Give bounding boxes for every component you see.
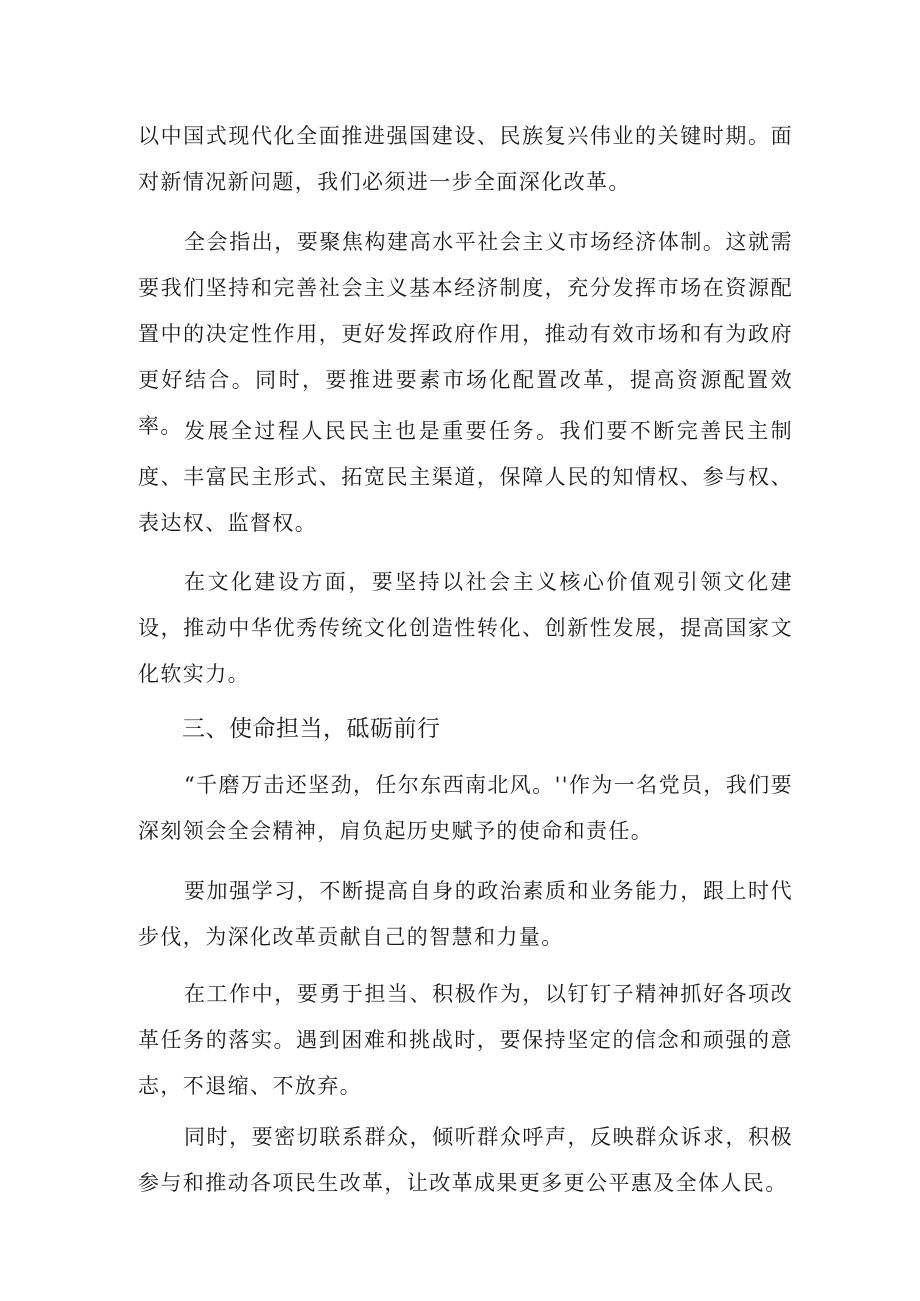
paragraph-study: 要加强学习，不断提高自身的政治素质和业务能力，跟上时代步伐，为深化改革贡献自己的智慧和力量。 xyxy=(138,879,793,949)
paragraph-culture: 在文化建设方面，要坚持以社会主义核心价值观引领文化建设，推动中华优秀传统文化创造性转化、创新性发展，提高国家文化软实力。 xyxy=(138,570,793,686)
paragraph-quote: “千磨万击还坚劲，任尔东西南北风。''作为一名党员，我们要深刻领会全会精神，肩负起历史赋予的使命和责任。 xyxy=(138,773,793,843)
section-heading: 三、使命担当，砥砺前行 xyxy=(182,716,441,742)
paragraph-work: 在工作中，要勇于担当、积极作为，以钉钉子精神抓好各项改革任务的落实。遇到困难和挑战时，要保持坚定的信念和顽强的意志，不退缩、不放弃。 xyxy=(138,982,793,1098)
paragraph-market-economy: 全会指出，要聚焦构建高水平社会主义市场经济体制。这就需要我们坚持和完善社会主义基本经济制度，充分发挥市场在资源配置中的决定性作用，更好发挥政府作用，推动有效市场和有为政府更好结合。同时，要推进要素市场化配置改革，提高资源配置效率。 xyxy=(138,230,793,438)
paragraph-democracy: 发展全过程人民民主也是重要任务。我们要不断完善民主制度、丰富民主形式、拓宽民主渠道，保障人民的知情权、参与权、表达权、监督权。 xyxy=(138,419,793,535)
paragraph-masses: 同时，要密切联系群众，倾听群众呼声，反映群众诉求，积极参与和推动各项民生改革，让改革成果更多更公平惠及全体人民。 xyxy=(138,1125,793,1195)
paragraph-continuation: 以中国式现代化全面推进强国建设、民族复兴伟业的关键时期。面对新情况新问题，我们必须进一步全面深化改革。 xyxy=(138,124,793,194)
